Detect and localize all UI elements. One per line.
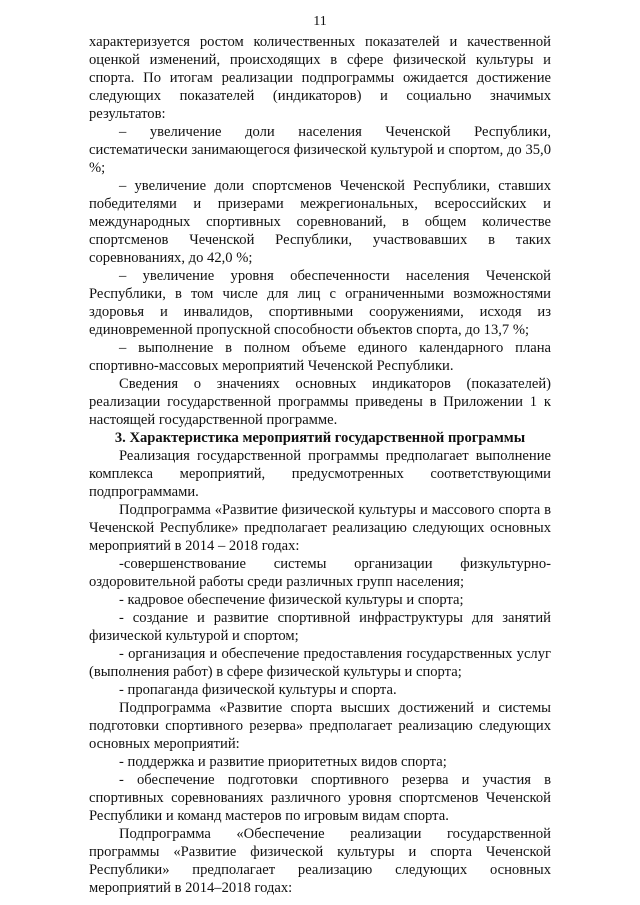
paragraph: Сведения о значениях основных индикаторов (показателей) реализации государственной программы приведены в Приложении 1 к настоящей государственной программе. (89, 376, 551, 428)
list-item: – увеличение доли населения Чеченской Республики, систематически занимающегося физической культурой и спортом, до 35,0 %; (89, 124, 551, 176)
paragraph: характеризуется ростом количественных показателей и качественной оценкой изменений, происходящих в сфере физической культуры и спорта. По итогам реализации подпрограммы ожидается достижение следующих показателей (индикаторов) и социально значимых результатов: (89, 34, 551, 122)
paragraph: Подпрограмма «Развитие спорта высших достижений и системы подготовки спортивного резерва» предполагает реализацию следующих основных мероприятий: (89, 700, 551, 752)
paragraph: Подпрограмма «Обеспечение реализации государственной программы «Развитие физической культуры и спорта Чеченской Республики» предполагает реализацию следующих основных мероприятий в 2014–2018 годах: (89, 826, 551, 896)
page-number: 11 (313, 14, 327, 29)
paragraph: Реализация государственной программы предполагает выполнение комплекса мероприятий, предусмотренных соответствующими подпрограммами. (89, 448, 551, 500)
list-item: -совершенствование системы организации физкультурно-оздоровительной работы среди различных групп населения; (89, 556, 551, 590)
list-item: – выполнение в полном объеме единого календарного плана спортивно-массовых мероприятий Чеченской Республики. (89, 340, 551, 374)
list-item: - поддержка и развитие приоритетных видов спорта; (119, 754, 447, 770)
document-body (89, 33, 551, 897)
list-item: - организация и обеспечение предоставления государственных услуг (выполнения работ) в сфере физической культуры и спорта; (89, 646, 551, 680)
paragraph: Подпрограмма «Развитие физической культуры и массового спорта в Чеченской Республике» предполагает реализацию следующих основных мероприятий в 2014 – 2018 годах: (89, 502, 551, 554)
list-item: - кадровое обеспечение физической культуры и спорта; (119, 592, 464, 608)
list-item: – увеличение уровня обеспеченности населения Чеченской Республики, в том числе для лиц с ограниченными возможностями здоровья и инвалидов, спортивными сооружениями, исходя из единовременной пропускной способности объектов спорта, до 13,7 %; (89, 268, 551, 338)
list-item: – увеличение доли спортсменов Чеченской Республики, ставших победителями и призерами межрегиональных, всероссийских и международных спортивных соревнований, в общем количестве спортсменов Чеченской Республики, участвовавших в таких соревнованиях, до 42,0 %; (89, 178, 551, 266)
section-heading: 3. Характеристика мероприятий государственной программы (114, 430, 526, 446)
list-item: - обеспечение подготовки спортивного резерва и участия в спортивных соревнованиях различного уровня спортсменов Чеченской Республики и команд мастеров по игровым видам спорта. (89, 772, 551, 824)
list-item: - создание и развитие спортивной инфраструктуры для занятий физической культурой и спортом; (89, 610, 551, 644)
list-item: - пропаганда физической культуры и спорта. (119, 682, 397, 698)
